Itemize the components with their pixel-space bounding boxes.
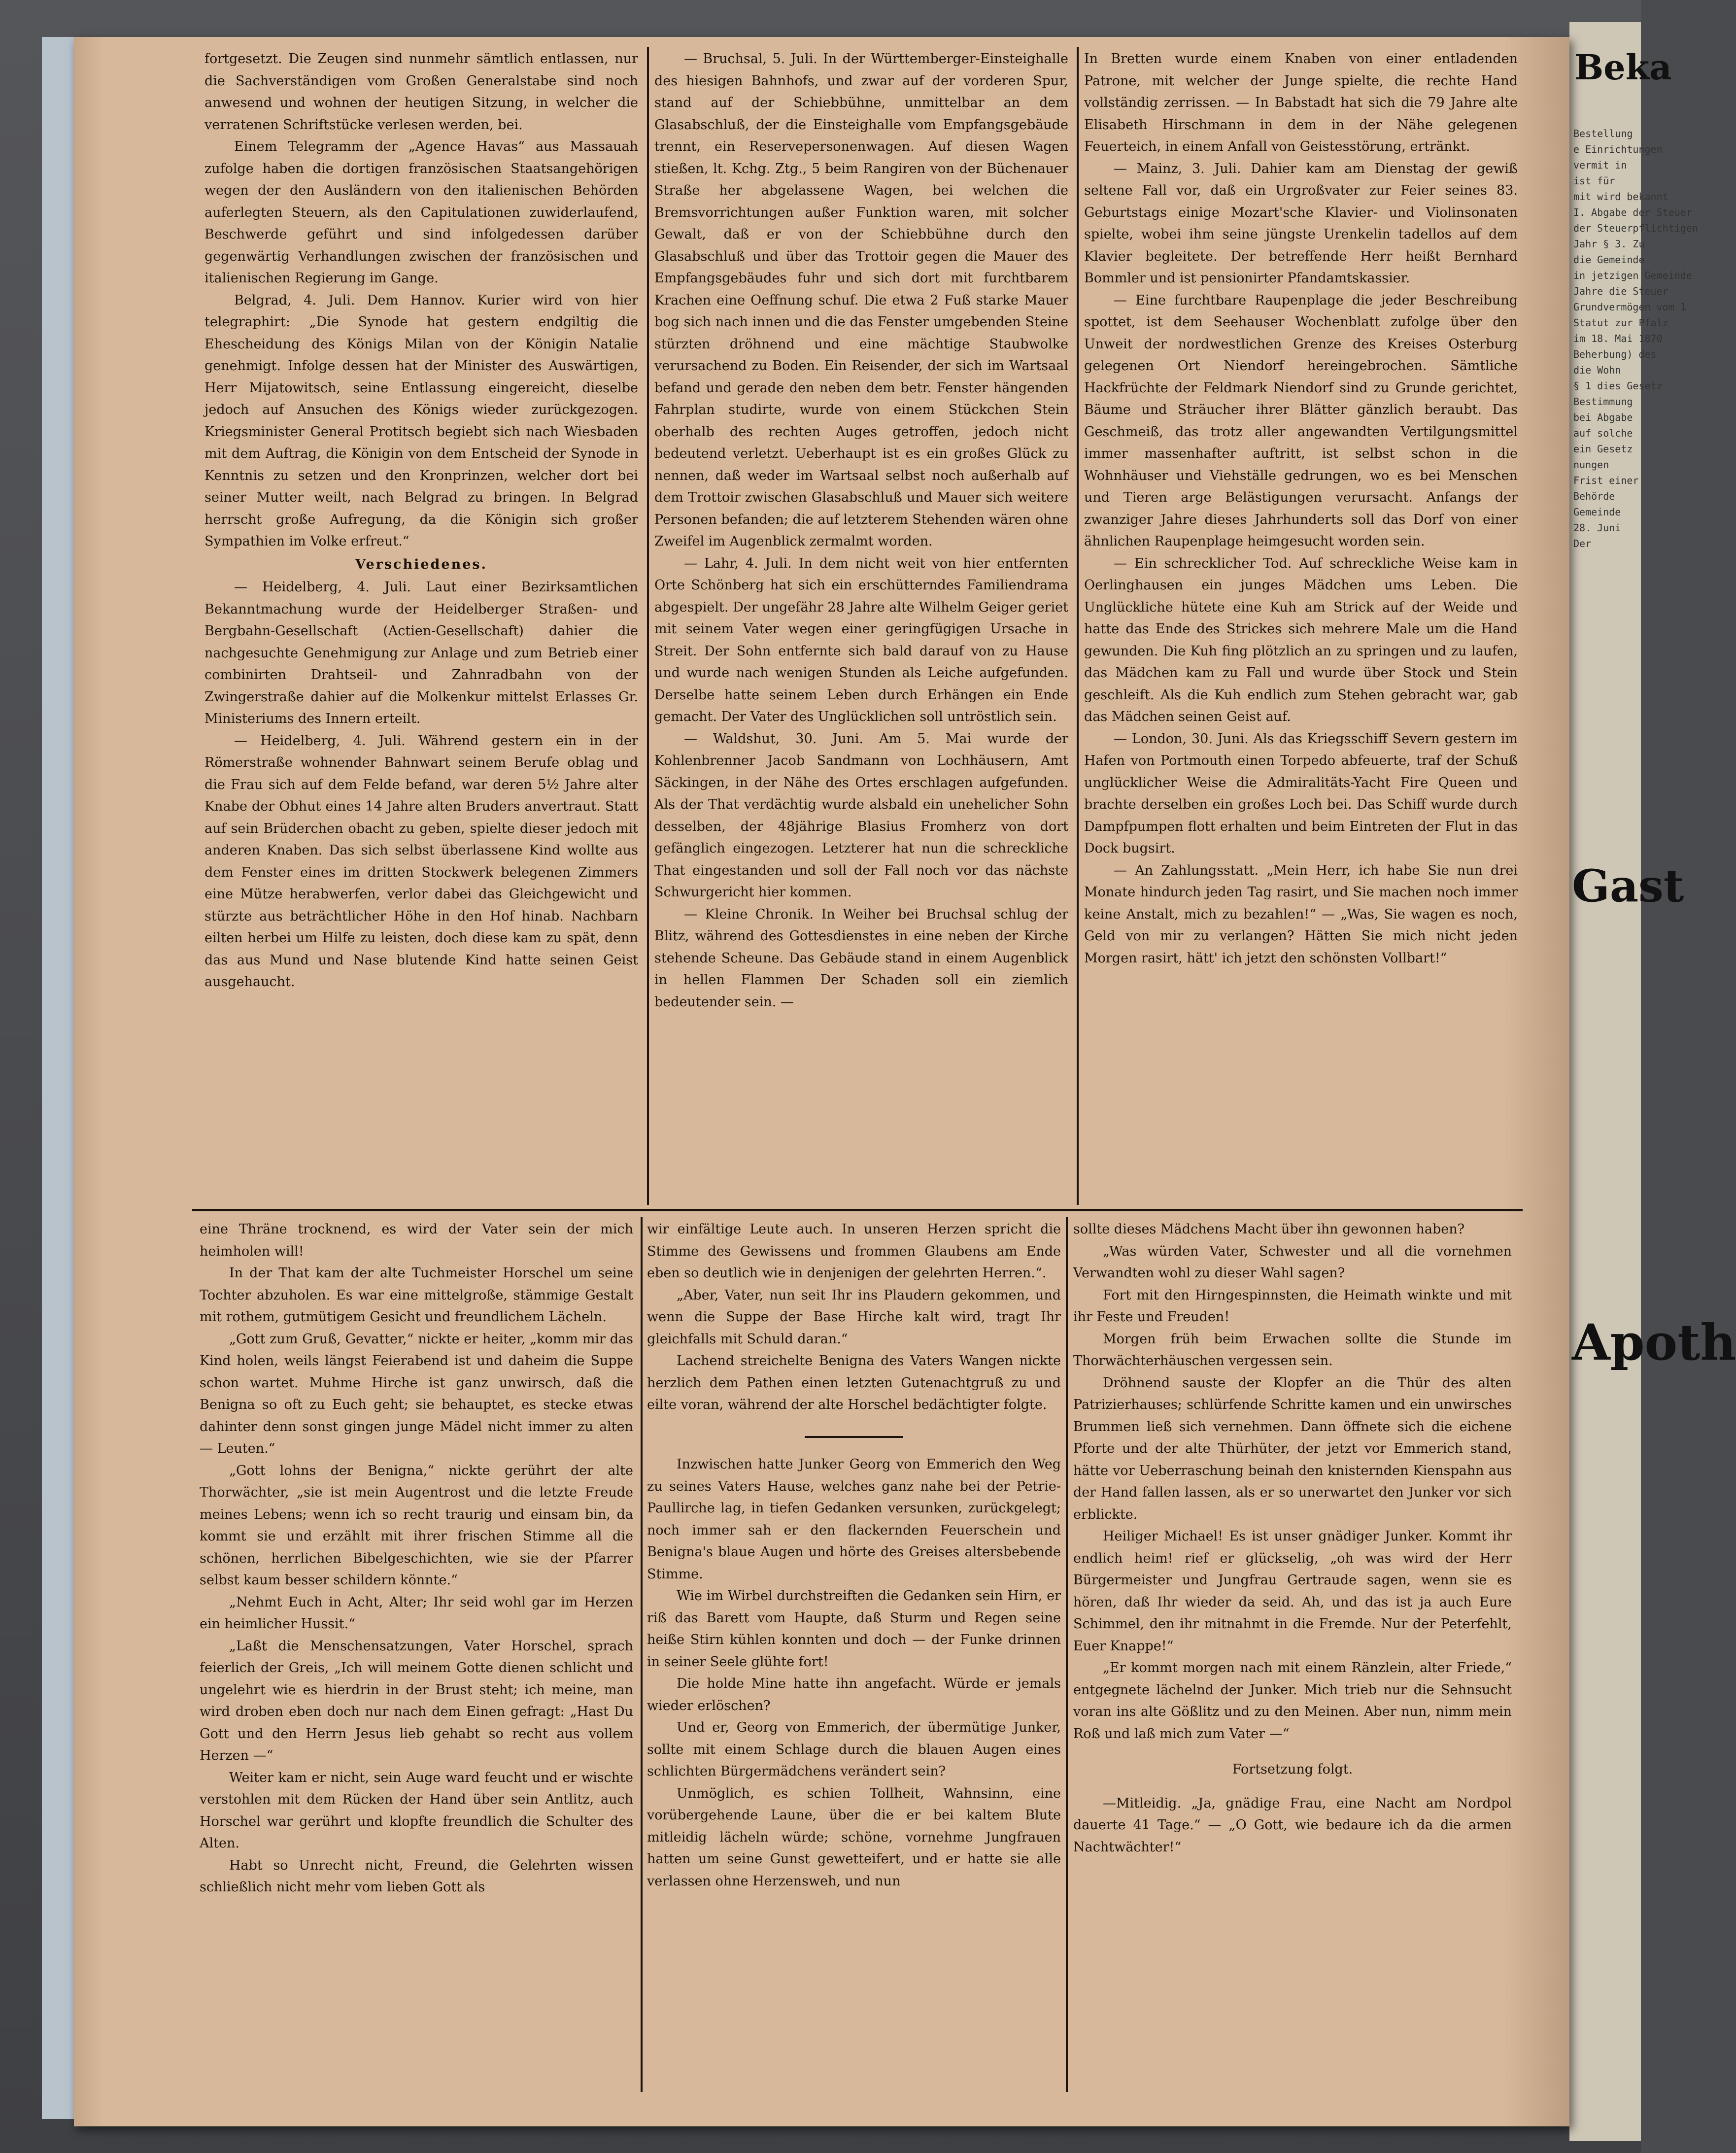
article-paragraph: Einem Telegramm der „Agence Havas“ aus Massauah zufolge haben die dortigen französischen Staatsangehörigen wegen der den Ausländern von den italienischen Behörden auferlegten Steuern, als den Capitulationen zuwiderlaufend, Beschwerde geführt und sind infolgedessen darüber gegenwärtig Verhandlungen zwischen der französischen und italienischen Regierung im Gange. <box>204 139 638 286</box>
top-column-1 <box>204 48 638 1201</box>
article-paragraph: eine Thräne trocknend, es wird der Vater sein der mich heimholen will! <box>200 1222 633 1259</box>
adjacent-page-line: Der <box>1573 538 1592 549</box>
bottom-column-1 <box>200 1219 633 2135</box>
adjacent-page-line: Bestimmung <box>1573 396 1633 408</box>
adjacent-page-line: die Wohn <box>1573 364 1621 376</box>
article-paragraph: — Lahr, 4. Juli. In dem nicht weit von hier entfernten Orte Schönberg hat sich ein erschütterndes Familiendrama abgespielt. Der ungefähr 28 Jahre alte Wilhelm Geiger geriet mit seinem Vater wegen einer geringfügigen Ursache in Streit. Der Sohn entfernte sich bald darauf von zu Hause und wurde nach wenigen Stunden als Leiche aufgefunden. Derselbe hatte seinem Leben durch Erhängen ein Ende gemacht. Der Vater des Unglücklichen soll untröstlich sein. <box>654 555 1068 724</box>
article-paragraph: — An Zahlungsstatt. „Mein Herr, ich habe Sie nun drei Monate hindurch jeden Tag rasirt, und Sie machen noch immer keine Anstalt, mich zu bezahlen!“ — „Was, Sie wagen es noch, Geld von mir zu verlangen? Hätten Sie mich nicht jeden Morgen rasirt, hätt' ich jetzt den schönsten Vollbart!“ <box>1084 862 1518 966</box>
article-paragraph: — Bruchsal, 5. Juli. In der Württemberger-Einsteighalle des hiesigen Bahnhofs, und zwar auf der vorderen Spur, stand auf der Schiebbühne, unmittelbar an dem Glasabschluß, der die Einsteighalle vom Empfangsgebäude trennt, ein Reservepersonenwagen. Auf diesen Wagen stießen, lt. Kchg. Ztg., 5 beim Rangiren von der Büchenauer Straße her abgelassene Wagen, bei welchen die Bremsvorrichtungen außer Funktion waren, mit solcher Gewalt, daß er von der Schiebbühne durch den Glasabschluß und über das Trottoir gegen die Mauer des Empfangsgebäudes fuhr und sich dort mit furchtbarem Krachen eine Oeffnung schuf. Die etwa 2 Fuß starke Mauer bog sich nach innen und die das Fenster umgebenden Steine stürzten dröhnend und eine mächtige Staubwolke verursachend zu Boden. Ein Reisender, der sich im Wartsaal befand und gerade den neben dem betr. Fenster hängenden Fahrplan studirte, wurde von einem Stückchen Stein oberhalb des rechten Auges getroffen, jedoch nicht bedeutend verletzt. Ueberhaupt ist es ein großes Glück zu nennen, daß weder im Wartsaal selbst noch außerhalb auf dem Trottoir zwischen Glasabschluß und Mauer sich weitere Personen befanden; die auf letzterem Stehenden wären ohne Zweifel im Augenblick zermalmt worden. <box>654 51 1068 549</box>
adjacent-page-title-apoth: Apoth <box>1572 1313 1736 1371</box>
adjacent-page-line: nungen <box>1573 459 1609 471</box>
adjacent-page-line: e Einrichtungen <box>1573 143 1663 155</box>
article-paragraph: „Gott zum Gruß, Gevatter,“ nickte er heiter, „komm mir das Kind holen, weils längst Feierabend ist und daheim die Suppe schon wartet. Muhme Hirche ist ganz unwirsch, daß die Benigna so oft zu Euch geht; sie behauptet, es stecke etwas dahinter denn sonst gingen junge Mädel nicht immer zu alten — Leuten.“ <box>200 1331 633 1456</box>
adjacent-page-line: bei Abgabe <box>1573 411 1633 423</box>
article-paragraph: Habt so Unrecht nicht, Freund, die Gelehrten wissen schließlich nicht mehr vom lieben Gott als <box>200 1857 633 1895</box>
article-paragraph: Lachend streichelte Benigna des Vaters Wangen nickte herzlich dem Pathen einen letzten Gutenachtgruß zu und eilte voran, während der alte Horschel bedächtigter folgte. <box>647 1353 1061 1412</box>
article-paragraph: „Gott lohns der Benigna,“ nickte gerührt der alte Thorwächter, „sie ist mein Augentrost und die letzte Freude meines Lebens; wenn ich so recht traurig und einsam bin, da kommt sie und erzählt mit ihrer frischen Stimme all die schönen, herrlichen Bibelgeschichten, wie sie der Pfarrer selbst kaum besser schildern könnte.“ <box>200 1463 633 1588</box>
adjacent-page-line: vermit in <box>1573 159 1627 171</box>
adjacent-page-line: die Gemeinde <box>1573 254 1645 266</box>
column-rule <box>1077 47 1079 1205</box>
adjacent-page-line: ein Gesetz <box>1573 443 1633 455</box>
article-paragraph: wir einfältige Leute auch. In unseren Herzen spricht die Stimme des Gewissens und frommen Glaubens am Ende eben so deutlich wie in denjenigen der gelehrten Herren.“. <box>647 1222 1061 1281</box>
article-paragraph: Morgen früh beim Erwachen sollte die Stunde im Thorwächterhäuschen vergessen sein. <box>1073 1331 1512 1368</box>
adjacent-page-line: auf solche <box>1573 427 1633 439</box>
adjacent-page-line: Gemeinde <box>1573 506 1621 518</box>
article-paragraph: Fort mit den Hirngespinnsten, die Heimath winkte und mit ihr Feste und Freuden! <box>1073 1287 1512 1325</box>
article-paragraph: — London, 30. Juni. Als das Kriegsschiff Severn gestern im Hafen von Portmouth einen Torpedo abfeuerte, traf der Schuß unglücklicher Weise die Admiralitäts-Yacht Fire Queen und brachte derselben ein großes Loch bei. Das Schiff wurde durch Dampfpumpen flott erhalten und beim Eintreten der Flut in das Dock bugsirt. <box>1084 731 1518 856</box>
top-column-2 <box>654 48 1068 1201</box>
adjacent-page-line: Frist einer <box>1573 475 1639 486</box>
joke-paragraph: —Mitleidig. „Ja, gnädige Frau, eine Nacht am Nordpol dauerte 41 Tage.“ — „O Gott, wie bedaure ich da die armen Nachtwächter!“ <box>1073 1795 1512 1855</box>
section-divider <box>192 1209 1523 1211</box>
article-paragraph: Und er, Georg von Emmerich, der übermütige Junker, sollte mit einem Schlage durch die blauen Augen eines schlichten Bürgermädchens verändert sein? <box>647 1720 1061 1779</box>
adjacent-page-line: § 1 dies Gesetz <box>1573 380 1663 392</box>
newspaper-page <box>74 37 1569 2126</box>
ornament-rule <box>647 1423 1061 1445</box>
adjacent-page-line: Jahre die Steuer <box>1573 285 1668 297</box>
adjacent-page-line: Bestellung <box>1573 128 1633 139</box>
article-paragraph: — Heidelberg, 4. Juli. Während gestern ein in der Römerstraße wohnender Bahnwart seinem Berufe oblag und die Frau sich auf dem Felde befand, war deren 5½ Jahre alter Knabe der Obhut eines 14 Jahre alten Bruders anvertraut. Statt auf sein Brüderchen obacht zu geben, spielte dieser jedoch mit anderen Knaben. Das sich selbst überlassene Kind wollte aus dem Fenster eines im dritten Stockwerk belegenen Zimmers eine Mütze herabwerfen, verlor dabei das Gleichgewicht und stürzte aus beträchtlicher Höhe in den Hof hinab. Nachbarn eilten herbei um Hilfe zu leisten, doch diese kam zu spät, denn das aus Mund und Nase blutende Kind hatte seinen Geist ausgehaucht. <box>204 733 638 990</box>
adjacent-page-line: I. Abgabe der Steuer <box>1573 206 1692 218</box>
top-column-3 <box>1084 48 1518 1201</box>
bottom-column-2 <box>647 1219 1061 2135</box>
article-paragraph: — Ein schrecklicher Tod. Auf schreckliche Weise kam in Oerlinghausen ein junges Mädchen ums Leben. Die Unglückliche hütete eine Kuh am Strick auf der Weide und hatte das Ende des Strickes sich mehrere Male um die Hand gewunden. Die Kuh fing plötzlich an zu springen und zu laufen, das Mädchen kam zu Fall und wurde über Stock und Stein geschleift. Als die Kuh endlich zum Stehen gebracht war, gab das Mädchen seinen Geist auf. <box>1084 555 1518 724</box>
column-rule <box>647 47 649 1205</box>
article-paragraph: — Mainz, 3. Juli. Dahier kam am Dienstag der gewiß seltene Fall vor, daß ein Urgroßvater zur Feier seines 83. Geburtstags einige Mozart'sche Klavier- und Violinsonaten spielte, wobei ihm seine jüngste Urenkelin tadellos auf dem Klavier begleitete. Der betreffende Herr heißt Bernhard Bommler und ist pensionirter Pfandamtskassier. <box>1084 161 1518 286</box>
article-paragraph: Unmöglich, es schien Tollheit, Wahnsinn, eine vorübergehende Laune, über die er bei kaltem Blute mitleidig lächeln würde; schöne, vornehme Jungfrauen hatten um seine Gunst gewetteifert, und er hatte sie alle verlassen ohne Herzensweh, und nun <box>647 1785 1061 1889</box>
adjacent-page-line: Grundvermögen vom 1 <box>1573 301 1686 313</box>
article-paragraph: „Nehmt Euch in Acht, Alter; Ihr seid wohl gar im Herzen ein heimlicher Hussit.“ <box>200 1594 633 1632</box>
article-paragraph: „Aber, Vater, nun seit Ihr ins Plaudern gekommen, und wenn die Suppe der Base Hirche kalt wird, tragt Ihr gleichfalls mit Schuld daran.“ <box>647 1287 1061 1347</box>
article-paragraph: Wie im Wirbel durchstreiften die Gedanken sein Hirn, er riß das Barett vom Haupte, daß Sturm und Regen seine heiße Stirn kühlen konnten und doch — der Funke drinnen in seiner Seele glühte fort! <box>647 1588 1061 1670</box>
adjacent-page <box>1569 22 1736 2141</box>
article-paragraph: „Er kommt morgen nach mit einem Ränzlein, alter Friede,“ entgegnete lächelnd der Junker. Mich trieb nur die Sehnsucht voran ins alte Gößlitz und zu den Meinen. Aber nun, nimm mein Roß und laß mich zum Vater —“ <box>1073 1660 1512 1742</box>
article-paragraph: In Bretten wurde einem Knaben von einer entladenden Patrone, mit welcher der Junge spielte, die rechte Hand vollständig zerrissen. — In Babstadt hat sich die 79 Jahre alte Elisabeth Hirschmann in dem in der Nähe gelegenen Feuerteich, in einem Anfall von Geistesstörung, ertränkt. <box>1084 51 1518 154</box>
adjacent-page-title-gast: Gast <box>1572 860 1684 912</box>
article-paragraph: „Was würden Vater, Schwester und all die vornehmen Verwandten wohl zu dieser Wahl sagen? <box>1073 1243 1512 1281</box>
adjacent-page-lines <box>1573 126 1698 551</box>
adjacent-page-line: im 18. Mai 1870 <box>1573 333 1663 344</box>
adjacent-page-line: Behörde <box>1573 490 1615 502</box>
adjacent-page-header: Beka <box>1574 47 1672 88</box>
adjacent-page-line: Statut zur Pfalz <box>1573 317 1668 329</box>
continuation-note: Fortsetzung folgt. <box>1232 1762 1353 1777</box>
adjacent-page-line: Jahr § 3. Zu <box>1573 238 1645 250</box>
adjacent-page-line: in jetzigen Gemeinde <box>1573 270 1692 281</box>
article-paragraph: — Eine furchtbare Raupenplage die jeder Beschreibung spottet, ist dem Seehauser Wochenblatt zufolge über den Unweit der nordwestlichen Grenze des Kreises Osterburg gelegenen Ort Niendorf hereingebrochen. Sämtliche Hackfrüchte der Feldmark Niendorf sind zu Grunde gerichtet, Bäume und Sträucher ihrer Blätter gänzlich beraubt. Das Geschmeiß, das trotz aller angewandten Vertilgungsmittel immer massenhafter auftritt, ist selbst schon in die Wohnhäuser und Viehställe gedrungen, wo es bei Menschen und Tieren arge Belästigungen verursacht. Anfangs der zwanziger Jahre dieses Jahrhunderts soll das Dorf von einer ähnlichen Raupenplage heimgesucht worden sein. <box>1084 292 1518 549</box>
article-paragraph: Dröhnend sauste der Klopfer an die Thür des alten Patrizierhauses; schlürfende Schritte kamen und ein unwirsches Brummen ließ sich vernehmen. Dann öffnete sich die eichene Pforte und der alte Thürhüter, der jetzt vor Emmerich stand, hätte vor Ueberraschung beinah den knisternden Kienspahn aus der Hand fallen lassen, als er so unerwartet den Junker vor sich erblickte. <box>1073 1375 1512 1522</box>
article-paragraph: Heiliger Michael! Es ist unser gnädiger Junker. Kommt ihr endlich heim! rief er glückselig, „oh was wird der Herr Bürgermeister und Jungfrau Gertraude sagen, wenn sie es hören, daß Ihr wieder da seid. Ah, und das ist ja auch Eure Schimmel, den ihr mitnahmt in die Fremde. Nur der Peterfehlt, Euer Knappe!“ <box>1073 1529 1512 1654</box>
adjacent-page-line: Beherbung) des <box>1573 348 1657 360</box>
article-paragraph: Belgrad, 4. Juli. Dem Hannov. Kurier wird von hier telegraphirt: „Die Synode hat gestern endgiltig die Ehescheidung des Königs Milan von der Königin Natalie genehmigt. Infolge dessen hat der Minister des Auswärtigen, Herr Mijatowitsch, seine Entlassung eingereicht, dieselbe jedoch auf Ansuchen des Königs wieder zurückgezogen. Kriegsminister General Protitsch begiebt sich nach Wiesbaden mit dem Auftrag, die Königin von dem Entscheid der Synode in Kenntnis zu setzen und den Kronprinzen, welcher dort bei seiner Mutter weilt, nach Belgrad zu bringen. In Belgrad herrscht große Aufregung, da die Königin sich großer Sympathien im Volke erfreut.“ <box>204 292 638 549</box>
article-paragraph: Weiter kam er nicht, sein Auge ward feucht und er wischte verstohlen mit dem Rücken der Hand über sein Antlitz, auch Horschel war gerührt und klopfte freundlich die Schulter des Alten. <box>200 1770 633 1851</box>
article-paragraph: Inzwischen hatte Junker Georg von Emmerich den Weg zu seines Vaters Hause, welches ganz nahe bei der Petrie-Paullirche lag, in tiefen Gedanken versunken, zurückgelegt; noch immer sah er den flackernden Feuerschein und Benigna's blaue Augen und hörte des Greises altersbebende Stimme. <box>647 1457 1061 1582</box>
article-paragraph: Die holde Mine hatte ihn angefacht. Würde er jemals wieder erlöschen? <box>647 1676 1061 1713</box>
adjacent-page-line: der Steuerpflichtigen <box>1573 222 1698 234</box>
article-paragraph: sollte dieses Mädchens Macht über ihn gewonnen haben? <box>1073 1222 1465 1237</box>
column-rule <box>641 1217 643 2092</box>
article-paragraph: In der That kam der alte Tuchmeister Horschel um seine Tochter abzuholen. Es war eine mittelgroße, stämmige Gestalt mit rothem, gutmütigem Gesicht und freundlichem Lächeln. <box>200 1265 633 1325</box>
adjacent-page-line: ist für <box>1573 175 1615 187</box>
adjacent-page-line: 28. Juni <box>1573 522 1621 534</box>
section-heading: Verschiedenes. <box>355 556 488 572</box>
article-paragraph: — Heidelberg, 4. Juli. Laut einer Bezirksamtlichen Bekanntmachung wurde der Heidelberger Straßen- und Bergbahn-Gesellschaft (Actien-Gesellschaft) dahier die nachgesuchte Genehmigung zur Anlage und zum Betrieb einer combinirten Drahtseil- und Zahnradbahn von der Zwingerstraße dahier auf die Molkenkur mittelst Erlasses Gr. Ministeriums des Innern erteilt. <box>204 580 638 726</box>
article-paragraph: fortgesetzt. Die Zeugen sind nunmehr sämtlich entlassen, nur die Sachverständigen vom Großen Generalstabe sind noch anwesend und wohnen der heutigen Sitzung, in welcher die verratenen Schriftstücke verlesen werden, bei. <box>204 51 638 133</box>
column-rule <box>1066 1217 1068 2092</box>
adjacent-page-text <box>1573 126 1698 551</box>
article-paragraph: „Laßt die Menschensatzungen, Vater Horschel, sprach feierlich der Greis, „Ich will meinem Gotte dienen schlicht und ungelehrt wie es hierdrin in der Brust steht; ich meine, man wird droben eben doch nur nach dem Einen gefragt: „Hast Du Gott und den Herrn Jesus lieb gehabt so recht aus vollem Herzen —“ <box>200 1638 633 1763</box>
bottom-column-3 <box>1073 1219 1512 2135</box>
adjacent-page-line: mit wird bekannt <box>1573 191 1668 203</box>
article-paragraph: — Kleine Chronik. In Weiher bei Bruchsal schlug der Blitz, während des Gottesdienstes in eine neben der Kirche stehende Scheune. Das Gebäude stand in einem Augenblick in hellen Flammen Der Schaden soll ein ziemlich bedeutender sein. — <box>654 906 1068 1010</box>
article-paragraph: — Waldshut, 30. Juni. Am 5. Mai wurde der Kohlenbrenner Jacob Sandmann von Lochhäusern, Amt Säckingen, in der Nähe des Ortes erschlagen aufgefunden. Als der That verdächtig wurde alsbald ein unehelicher Sohn desselben, der 48jährige Blasius Fromherz von dort gefänglich eingezogen. Letzterer hat nun die schreckliche That eingestanden und soll der Fall noch vor das nächste Schwurgericht hier kommen. <box>654 731 1068 900</box>
